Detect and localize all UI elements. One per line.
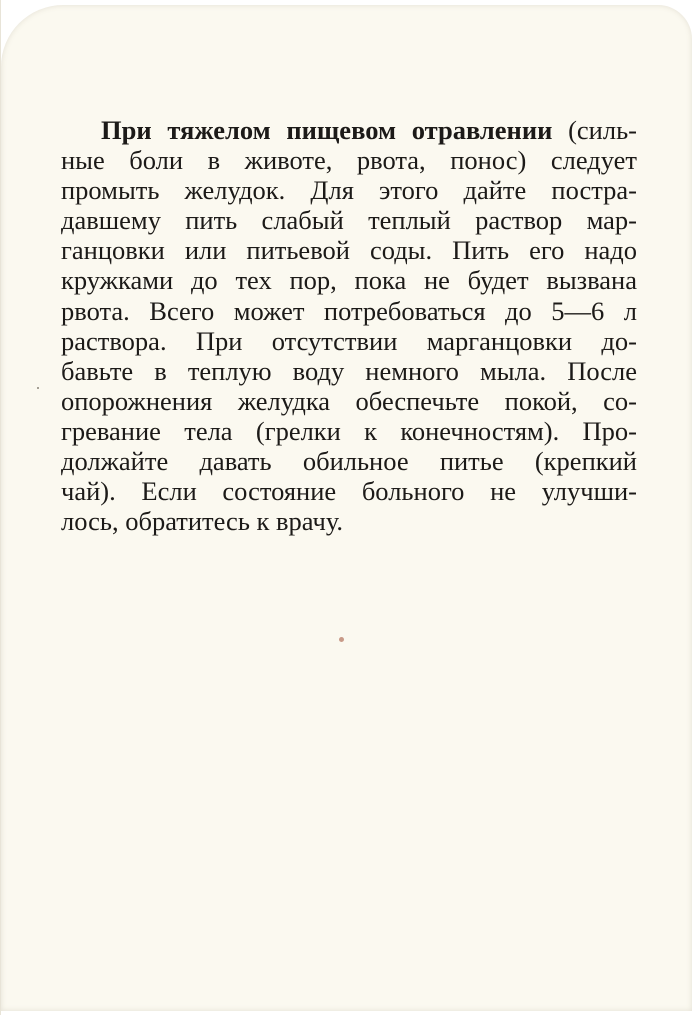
paper-speck <box>339 637 344 642</box>
text-line-2: ные боли в животе, рвота, понос) следует <box>61 145 637 176</box>
text-line-1 <box>61 115 637 145</box>
text-line-4: давшему пить слабый теплый раствор мар- <box>61 205 637 236</box>
text-line-14: лось, обратитесь к врачу. <box>61 506 344 537</box>
text-line-10: опорожнения желудка обеспечьте покой, со- <box>61 385 637 416</box>
poisoning-instructions-paragraph <box>61 115 637 536</box>
text-line-7: рвота. Всего может потребоваться до 5—6 л <box>61 295 637 326</box>
text-line-6: кружками до тех пор, пока не будет вызвана <box>61 265 637 296</box>
text-line-5: ганцовки или питьевой соды. Пить его надо <box>61 235 637 266</box>
paper-speck <box>37 387 39 389</box>
text-line-11: гревание тела (грелки к конечностям). Про- <box>61 415 637 446</box>
instruction-card <box>1 5 692 1011</box>
text-line-3: промыть желудок. Для этого дайте постра- <box>61 175 637 206</box>
text-line-9: бавьте в теплую воду немного мыла. После <box>61 355 637 386</box>
text-line-13: чай). Если состояние больного не улучши- <box>61 476 637 507</box>
lead-phrase: При тяжелом пищевом отравлении <box>101 115 553 145</box>
text-line-8: раствора. При отсутствии марганцовки до- <box>61 325 637 356</box>
text-line-1-rest: (силь- <box>552 115 638 145</box>
text-line-12: должайте давать обильное питье (крепкий <box>61 446 637 477</box>
